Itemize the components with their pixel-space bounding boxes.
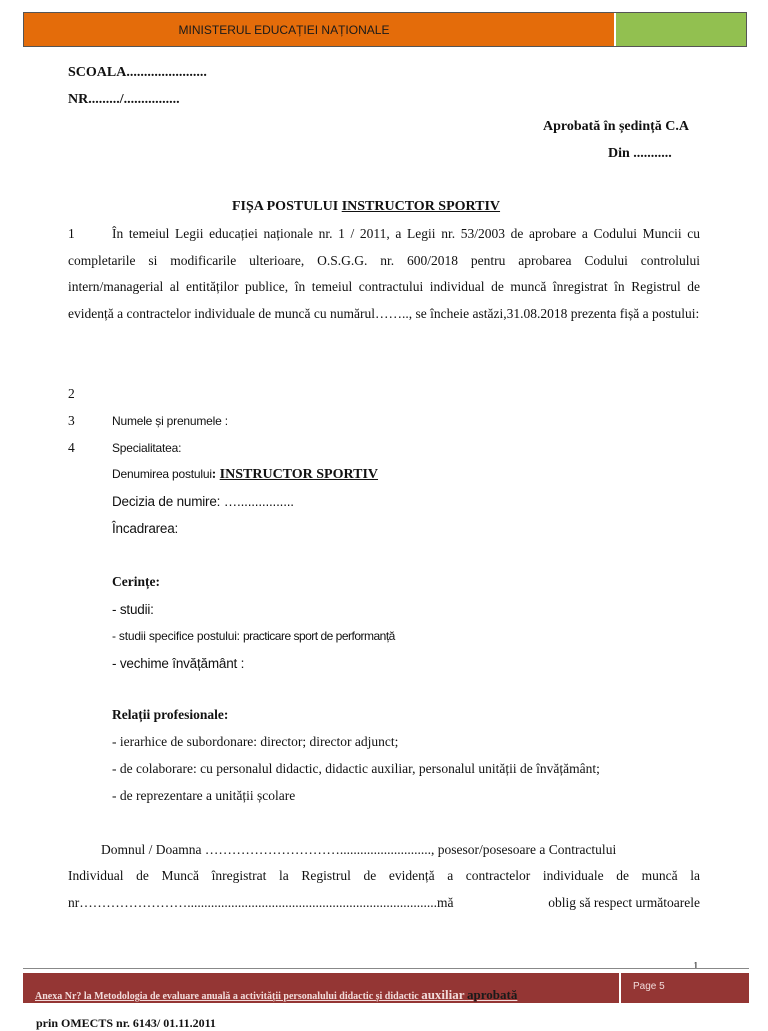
registration-number-line: NR........./................ xyxy=(68,92,180,107)
page-marker: 1 xyxy=(693,960,699,972)
page-header xyxy=(23,12,747,47)
list-item xyxy=(68,413,228,429)
relation-representation: - de reprezentare a unității școlare xyxy=(112,788,296,803)
list-item-number: 3 xyxy=(68,413,75,428)
closing-line-3 xyxy=(68,895,700,911)
page-footer xyxy=(23,973,749,1003)
closing-line-1: Domnul / Doamna …………………………..........................., posesor/posesoare a Contractului xyxy=(101,842,617,857)
decision-line: Decizia de numire: …................ xyxy=(112,494,294,509)
header-title: MINISTERUL EDUCAȚIEI NAȚIONALE xyxy=(24,13,614,46)
school-name-line: SCOALA....................... xyxy=(68,65,207,80)
post-name-line xyxy=(112,466,378,483)
footer-order-reference: prin OMECTS nr. 6143/ 01.11.2011 xyxy=(36,1016,216,1030)
document-title-role: INSTRUCTOR SPORTIV xyxy=(341,199,501,214)
approval-line: Aprobată în ședință C.A xyxy=(543,119,689,134)
list-item-number: 4 xyxy=(68,440,75,455)
post-name-label: Denumirea postului xyxy=(112,467,212,481)
classification-line: Încadrarea: xyxy=(112,521,179,536)
closing-line-3-start: nr……………………..........................................................................mă xyxy=(68,895,454,910)
footer-annex-text xyxy=(23,973,619,1003)
relations-heading: Relații profesionale: xyxy=(112,707,229,722)
footer-page-number: Page 5 xyxy=(619,973,749,1003)
requirement-studies: - studii: xyxy=(112,602,154,617)
document-title xyxy=(232,199,500,215)
list-item-text: Numele și prenumele : xyxy=(112,414,228,428)
post-name-value: INSTRUCTOR SPORTIV xyxy=(219,467,379,482)
relation-hierarchy: - ierarhice de subordonare: director; director adjunct; xyxy=(112,734,399,749)
approval-date-line: Din ........... xyxy=(608,146,672,161)
document-title-prefix: FIȘA POSTULUI xyxy=(232,199,342,214)
closing-line-2 xyxy=(68,863,700,890)
requirements-heading: Cerințe: xyxy=(112,574,160,589)
intro-text: În temeiul Legii educației naționale nr. 1 / 2011, a Legii nr. 53/2003 de aprobare a Codului Muncii cu completarile si modificarile ulterioare, O.S.G.G. nr. 600/2018 pentru aprobarea Codului controlului intern/managerial al entităților publice, în temeiul contractului individual de muncă înregistrat în Registrul de evidență a contractelor individuale de muncă cu numărul…….., se încheie astăzi,31.08.2018 prezenta fișă a postului: xyxy=(68,226,700,321)
list-item xyxy=(68,440,181,456)
intro-number: 1 xyxy=(68,226,75,241)
list-item-number: 2 xyxy=(68,386,75,401)
closing-line-3-end: oblig să respect următoarele xyxy=(548,895,700,910)
header-accent-block xyxy=(614,13,746,46)
requirement-seniority: - vechime învățământ : xyxy=(112,656,245,671)
intro-paragraph xyxy=(68,221,700,327)
list-item xyxy=(68,386,112,402)
requirement-specific-value: practicare sport de performanță xyxy=(242,629,395,643)
footer-rule xyxy=(23,968,749,969)
post-name-colon: : xyxy=(211,466,220,481)
footer-annex-aprobata: aprobată xyxy=(467,987,518,1002)
requirement-specific-studies xyxy=(112,628,395,644)
relation-collaboration: - de colaborare: cu personalul didactic, didactic auxiliar, personalul unității de învățământ; xyxy=(112,761,600,776)
list-item-text: Specialitatea: xyxy=(112,441,182,455)
footer-annex-auxiliar: auxiliar xyxy=(421,987,465,1002)
footer-annex-small: Anexa Nr? la Metodologia de evaluare anuală a activității personalului didactic și didactic xyxy=(35,991,422,1002)
closing-line-2-text: Individual de Muncă înregistrat la Registrul de evidență a contractelor individuale de muncă la xyxy=(68,868,700,883)
requirement-specific-label: - studii specifice postului: xyxy=(112,629,243,643)
